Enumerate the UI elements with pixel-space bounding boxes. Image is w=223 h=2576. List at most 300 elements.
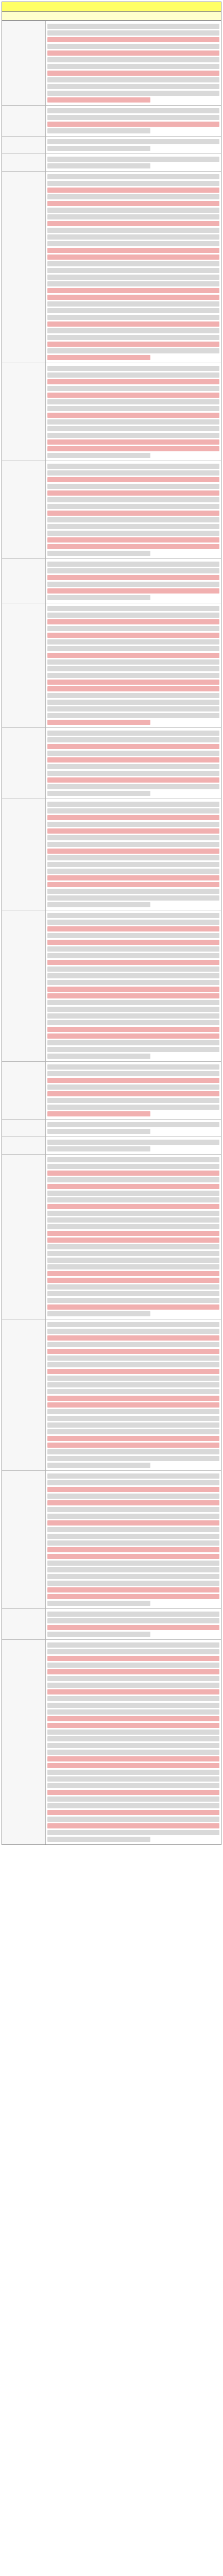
text-placeholder-line: [47, 315, 219, 320]
entry-row: [2, 461, 221, 559]
text-placeholder-line: [47, 815, 219, 820]
entry-label: [2, 172, 46, 363]
entry-label: [2, 137, 46, 154]
entry-row: [2, 154, 221, 172]
entry-label: [2, 1609, 46, 1640]
text-placeholder-line: [47, 1683, 219, 1688]
text-placeholder-line: [47, 1429, 219, 1434]
text-placeholder-line: [47, 960, 219, 965]
entry-row: [2, 728, 221, 799]
text-placeholder-line: [47, 731, 219, 736]
entry-label: [2, 1319, 46, 1471]
text-placeholder-line: [47, 1191, 219, 1196]
entry-label: [2, 603, 46, 728]
text-placeholder-line: [47, 1756, 219, 1761]
text-placeholder-line: [47, 1817, 219, 1822]
text-placeholder-line: [47, 1396, 219, 1401]
text-placeholder-line: [47, 1649, 219, 1654]
text-placeholder-line: [47, 751, 219, 756]
text-placeholder-line: [47, 666, 219, 671]
entry-row: [2, 910, 221, 1062]
entry-label: [2, 1155, 46, 1319]
text-placeholder-line: [47, 1587, 219, 1592]
text-placeholder-line: [47, 268, 219, 273]
entry-row: [2, 1609, 221, 1640]
text-placeholder-line: [47, 1171, 219, 1176]
text-placeholder-line: [47, 551, 150, 556]
text-placeholder-line: [47, 1480, 219, 1485]
text-placeholder-line: [47, 1040, 219, 1045]
text-placeholder-line: [47, 862, 219, 867]
text-placeholder-line: [47, 737, 219, 742]
text-placeholder-line: [47, 1567, 219, 1572]
text-placeholder-line: [47, 1369, 219, 1374]
text-placeholder-line: [47, 639, 219, 645]
text-placeholder-line: [47, 71, 219, 76]
text-placeholder-line: [47, 606, 219, 611]
entry-body: [46, 1609, 221, 1640]
text-placeholder-line: [47, 531, 219, 536]
text-placeholder-line: [47, 1520, 219, 1526]
text-placeholder-line: [47, 980, 219, 985]
text-placeholder-line: [47, 91, 219, 96]
text-placeholder-line: [47, 1362, 219, 1367]
entry-body: [46, 154, 221, 172]
document-subtitle: [2, 12, 221, 21]
text-placeholder-line: [47, 1140, 219, 1145]
text-placeholder-line: [47, 1304, 219, 1310]
text-placeholder-line: [47, 50, 219, 56]
text-placeholder-line: [47, 1803, 219, 1808]
text-placeholder-line: [47, 1810, 219, 1815]
text-placeholder-line: [47, 1164, 219, 1169]
text-placeholder-line: [47, 835, 219, 840]
text-placeholder-line: [47, 1709, 219, 1715]
text-placeholder-line: [47, 139, 219, 144]
text-placeholder-line: [47, 588, 219, 594]
entry-label: [2, 910, 46, 1062]
text-placeholder-line: [47, 1703, 219, 1708]
text-placeholder-line: [47, 1244, 219, 1249]
text-placeholder-line: [47, 653, 219, 658]
text-placeholder-line: [47, 348, 219, 353]
text-placeholder-line: [47, 439, 219, 445]
text-placeholder-line: [47, 1507, 219, 1512]
text-placeholder-line: [47, 1071, 219, 1076]
text-placeholder-line: [47, 275, 219, 280]
text-placeholder-line: [47, 1251, 219, 1256]
entry-body: [46, 910, 221, 1062]
text-placeholder-line: [47, 1342, 219, 1347]
text-placeholder-line: [47, 1177, 219, 1182]
text-placeholder-line: [47, 973, 219, 978]
text-placeholder-line: [47, 633, 219, 638]
text-placeholder-line: [47, 84, 219, 89]
text-placeholder-line: [47, 1204, 219, 1209]
text-placeholder-line: [47, 1581, 219, 1586]
text-placeholder-line: [47, 913, 219, 918]
text-placeholder-line: [47, 146, 150, 151]
text-placeholder-line: [47, 393, 219, 398]
entry-label: [2, 106, 46, 137]
text-placeholder-line: [47, 895, 219, 901]
entries-body: [2, 21, 221, 1845]
text-placeholder-line: [47, 744, 219, 749]
entry-label: [2, 1137, 46, 1155]
text-placeholder-line: [47, 174, 219, 179]
text-placeholder-line: [47, 24, 219, 29]
text-placeholder-line: [47, 64, 219, 69]
text-placeholder-line: [47, 568, 219, 573]
text-placeholder-line: [47, 1311, 150, 1316]
entry-row: [2, 172, 221, 363]
text-placeholder-line: [47, 1561, 219, 1566]
text-placeholder-line: [47, 920, 219, 925]
text-placeholder-line: [47, 619, 219, 624]
text-placeholder-line: [47, 1554, 219, 1559]
entry-row: [2, 603, 221, 728]
text-placeholder-line: [47, 1184, 219, 1189]
text-placeholder-line: [47, 1574, 219, 1579]
text-placeholder-line: [47, 1473, 219, 1479]
text-placeholder-line: [47, 37, 219, 42]
entry-row: [2, 799, 221, 910]
text-placeholder-line: [47, 1776, 219, 1782]
text-placeholder-line: [47, 1322, 219, 1327]
text-placeholder-line: [47, 517, 219, 522]
entry-body: [46, 1319, 221, 1471]
text-placeholder-line: [47, 1500, 219, 1505]
text-placeholder-line: [47, 1098, 219, 1103]
text-placeholder-line: [47, 1020, 219, 1025]
text-placeholder-line: [47, 241, 219, 246]
text-placeholder-line: [47, 849, 219, 854]
text-placeholder-line: [47, 1656, 219, 1661]
entry-row: [2, 1155, 221, 1319]
entry-body: [46, 106, 221, 137]
text-placeholder-line: [47, 419, 219, 425]
text-placeholder-line: [47, 406, 219, 411]
text-placeholder-line: [47, 301, 219, 307]
text-placeholder-line: [47, 97, 150, 103]
text-placeholder-line: [47, 1382, 219, 1387]
text-placeholder-line: [47, 1105, 219, 1110]
entry-body: [46, 728, 221, 799]
text-placeholder-line: [47, 902, 150, 907]
text-placeholder-line: [47, 869, 219, 874]
text-placeholder-line: [47, 802, 219, 807]
text-placeholder-line: [47, 372, 219, 378]
entry-body: [46, 21, 221, 106]
entry-label: [2, 461, 46, 559]
text-placeholder-line: [47, 477, 219, 482]
text-placeholder-line: [47, 1669, 219, 1674]
text-placeholder-line: [47, 464, 219, 469]
text-placeholder-line: [47, 1027, 219, 1032]
text-placeholder-line: [47, 261, 219, 266]
text-placeholder-line: [47, 673, 219, 678]
text-placeholder-line: [47, 44, 219, 49]
entry-label: [2, 559, 46, 603]
text-placeholder-line: [47, 77, 219, 82]
text-placeholder-line: [47, 693, 219, 698]
text-placeholder-line: [47, 288, 219, 293]
text-placeholder-line: [47, 1763, 219, 1768]
text-placeholder-line: [47, 379, 219, 384]
text-placeholder-line: [47, 720, 150, 725]
text-placeholder-line: [47, 1291, 219, 1296]
text-placeholder-line: [47, 1007, 219, 1012]
text-placeholder-line: [47, 1329, 219, 1334]
text-placeholder-line: [47, 1047, 219, 1052]
text-placeholder-line: [47, 413, 219, 418]
text-placeholder-line: [47, 214, 219, 219]
text-placeholder-line: [47, 933, 219, 938]
text-placeholder-line: [47, 777, 219, 783]
text-placeholder-line: [47, 399, 219, 404]
text-placeholder-line: [47, 1632, 150, 1637]
text-placeholder-line: [47, 940, 219, 945]
text-placeholder-line: [47, 875, 219, 880]
text-placeholder-line: [47, 386, 219, 391]
text-placeholder-line: [47, 822, 219, 827]
text-placeholder-line: [47, 1197, 219, 1202]
text-placeholder-line: [47, 453, 150, 458]
entry-row: [2, 363, 221, 461]
text-placeholder-line: [47, 1790, 219, 1795]
text-placeholder-line: [47, 1122, 219, 1127]
text-placeholder-line: [47, 1723, 219, 1728]
entry-label: [2, 154, 46, 172]
entry-label: [2, 1640, 46, 1845]
text-placeholder-line: [47, 1716, 219, 1721]
text-placeholder-line: [47, 946, 219, 952]
text-placeholder-line: [47, 1449, 219, 1454]
text-placeholder-line: [47, 208, 219, 213]
text-placeholder-line: [47, 108, 219, 113]
text-placeholder-line: [47, 659, 219, 665]
text-placeholder-line: [47, 680, 219, 685]
text-placeholder-line: [47, 993, 219, 998]
text-placeholder-line: [47, 490, 219, 496]
text-placeholder-line: [47, 1402, 219, 1408]
text-placeholder-line: [47, 626, 219, 631]
text-placeholder-line: [47, 308, 219, 313]
text-placeholder-line: [47, 470, 219, 476]
text-placeholder-line: [47, 1594, 219, 1599]
text-placeholder-line: [47, 328, 219, 333]
entry-label: [2, 21, 46, 106]
text-placeholder-line: [47, 1389, 219, 1394]
text-placeholder-line: [47, 497, 219, 502]
text-placeholder-line: [47, 188, 219, 193]
text-placeholder-line: [47, 1443, 219, 1448]
text-placeholder-line: [47, 321, 219, 327]
text-placeholder-line: [47, 433, 219, 438]
text-placeholder-line: [47, 1612, 219, 1617]
text-placeholder-line: [47, 446, 219, 451]
text-placeholder-line: [47, 255, 219, 260]
entry-row: [2, 559, 221, 603]
text-placeholder-line: [47, 1278, 219, 1283]
text-placeholder-line: [47, 1013, 219, 1019]
text-placeholder-line: [47, 1091, 219, 1096]
text-placeholder-line: [47, 248, 219, 253]
text-placeholder-line: [47, 1689, 219, 1694]
text-placeholder-line: [47, 1231, 219, 1236]
text-placeholder-line: [47, 1601, 150, 1606]
entry-body: [46, 799, 221, 910]
text-placeholder-line: [47, 613, 219, 618]
text-placeholder-line: [47, 1456, 219, 1461]
text-placeholder-line: [47, 562, 219, 567]
entry-body: [46, 172, 221, 363]
text-placeholder-line: [47, 1084, 219, 1090]
text-placeholder-line: [47, 757, 219, 762]
text-placeholder-line: [47, 281, 219, 286]
text-placeholder-line: [47, 181, 219, 186]
text-placeholder-line: [47, 713, 219, 718]
text-placeholder-line: [47, 511, 219, 516]
text-placeholder-line: [47, 1783, 219, 1788]
entry-label: [2, 799, 46, 910]
text-placeholder-line: [47, 1494, 219, 1499]
text-placeholder-line: [47, 1033, 219, 1039]
text-placeholder-line: [47, 1422, 219, 1428]
text-placeholder-line: [47, 1129, 150, 1134]
entry-row: [2, 1120, 221, 1137]
text-placeholder-line: [47, 1211, 219, 1216]
text-placeholder-line: [47, 115, 219, 120]
text-placeholder-line: [47, 295, 219, 300]
entry-label: [2, 728, 46, 799]
text-placeholder-line: [47, 1436, 219, 1441]
text-placeholder-line: [47, 122, 219, 127]
text-placeholder-line: [47, 1797, 219, 1802]
text-placeholder-line: [47, 1217, 219, 1223]
text-placeholder-line: [47, 889, 219, 894]
document-title: [2, 2, 221, 12]
text-placeholder-line: [47, 342, 219, 347]
text-placeholder-line: [47, 1540, 219, 1546]
text-placeholder-line: [47, 1376, 219, 1381]
text-placeholder-line: [47, 366, 219, 371]
text-placeholder-line: [47, 808, 219, 814]
text-placeholder-line: [47, 987, 219, 992]
entry-body: [46, 1471, 221, 1609]
text-placeholder-line: [47, 1054, 150, 1059]
entry-body: [46, 1155, 221, 1319]
text-placeholder-line: [47, 595, 150, 600]
entry-row: [2, 21, 221, 106]
entry-body: [46, 559, 221, 603]
entry-body: [46, 461, 221, 559]
text-placeholder-line: [47, 1064, 219, 1070]
text-placeholder-line: [47, 1743, 219, 1748]
text-placeholder-line: [47, 784, 219, 789]
text-placeholder-line: [47, 1736, 219, 1741]
text-placeholder-line: [47, 1534, 219, 1539]
text-placeholder-line: [47, 355, 150, 360]
text-placeholder-line: [47, 953, 219, 958]
entry-body: [46, 603, 221, 728]
entry-body: [46, 1137, 221, 1155]
entry-body: [46, 363, 221, 461]
entry-row: [2, 1062, 221, 1120]
text-placeholder-line: [47, 1271, 219, 1276]
entry-label: [2, 1120, 46, 1137]
entry-label: [2, 363, 46, 461]
text-placeholder-line: [47, 426, 219, 431]
document: [2, 2, 221, 1845]
text-placeholder-line: [47, 967, 219, 972]
text-placeholder-line: [47, 1770, 219, 1775]
entry-row: [2, 1137, 221, 1155]
text-placeholder-line: [47, 234, 219, 240]
text-placeholder-line: [47, 1625, 219, 1630]
text-placeholder-line: [47, 1258, 219, 1263]
text-placeholder-line: [47, 1750, 219, 1755]
text-placeholder-line: [47, 1830, 219, 1835]
text-placeholder-line: [47, 1663, 219, 1668]
text-placeholder-line: [47, 1837, 150, 1842]
entry-body: [46, 1120, 221, 1137]
text-placeholder-line: [47, 582, 219, 587]
text-placeholder-line: [47, 157, 219, 162]
text-placeholder-line: [47, 842, 219, 847]
text-placeholder-line: [47, 335, 219, 340]
text-placeholder-line: [47, 1642, 219, 1648]
text-placeholder-line: [47, 1618, 219, 1623]
text-placeholder-line: [47, 30, 219, 36]
text-placeholder-line: [47, 1355, 219, 1361]
text-placeholder-line: [47, 524, 219, 529]
text-placeholder-line: [47, 791, 150, 796]
text-placeholder-line: [47, 57, 219, 62]
entry-body: [46, 1640, 221, 1845]
text-placeholder-line: [47, 764, 219, 769]
text-placeholder-line: [47, 1487, 219, 1492]
text-placeholder-line: [47, 1264, 219, 1269]
entry-row: [2, 1471, 221, 1609]
text-placeholder-line: [47, 1284, 219, 1290]
text-placeholder-line: [47, 1238, 219, 1243]
text-placeholder-line: [47, 1298, 219, 1303]
text-placeholder-line: [47, 1335, 219, 1341]
text-placeholder-line: [47, 194, 219, 199]
text-placeholder-line: [47, 163, 150, 168]
text-placeholder-line: [47, 1000, 219, 1005]
text-placeholder-line: [47, 1224, 219, 1229]
text-placeholder-line: [47, 700, 219, 705]
text-placeholder-line: [47, 1730, 219, 1735]
text-placeholder-line: [47, 1547, 219, 1552]
text-placeholder-line: [47, 1146, 150, 1151]
text-placeholder-line: [47, 1409, 219, 1414]
text-placeholder-line: [47, 544, 219, 549]
text-placeholder-line: [47, 1514, 219, 1519]
text-placeholder-line: [47, 1078, 219, 1083]
text-placeholder-line: [47, 828, 219, 834]
text-placeholder-line: [47, 537, 219, 543]
text-placeholder-line: [47, 646, 219, 651]
entries-table: [2, 21, 221, 1844]
entry-row: [2, 137, 221, 154]
text-placeholder-line: [47, 575, 219, 580]
text-placeholder-line: [47, 1111, 150, 1116]
text-placeholder-line: [47, 1527, 219, 1532]
entry-row: [2, 1319, 221, 1471]
